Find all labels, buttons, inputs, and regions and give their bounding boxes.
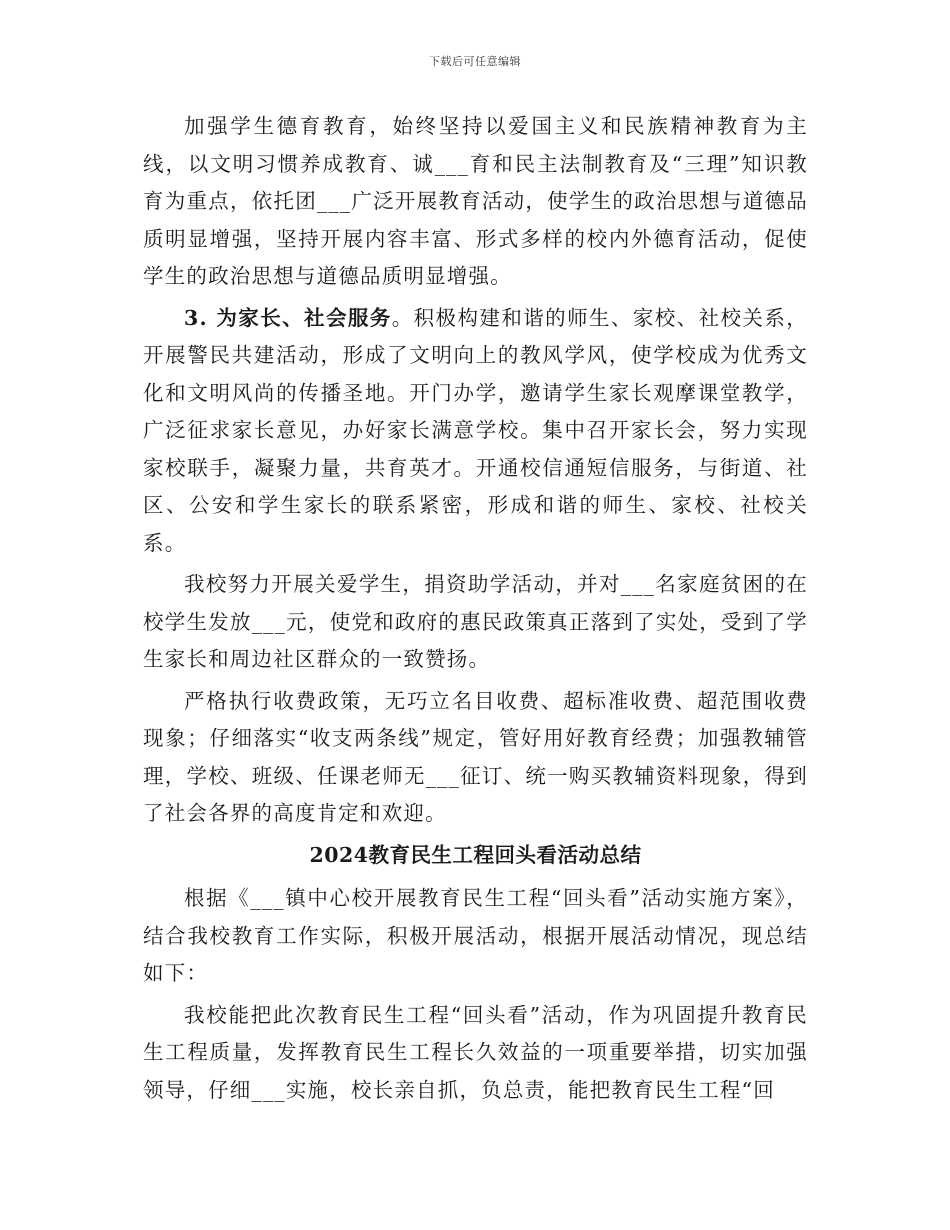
section-heading-parent-service: 3. 为家长、社会服务 xyxy=(184,305,392,330)
paragraph-parent-service-text: 。积极构建和谐的师生、家校、社校关系，开展警民共建活动，形成了文明向上的教风学风，使学校成为优秀文化和文明风尚的传播圣地。开门办学，邀请学生家长观摩课堂教学，广泛征求家长意见，办好家长满意学校。集中召开家长会，努力实现家校联手，凝聚力量，共育英才。开通校信通短信服务，与街道、社区、公安和学生家长的联系紧密，形成和谐的师生、家校、社校关系。 xyxy=(143,305,808,555)
section-title: 2024教育民生工程回头看活动总结 xyxy=(309,842,642,867)
paragraph-parent-service xyxy=(143,300,808,563)
paragraph-moral-education: 加强学生德育教育，始终坚持以爱国主义和民族精神教育为主线，以文明习惯养成教育、诚___育和民主法制教育及“三理”知识教育为重点，依托团___广泛开展教育活动，使学生的政治思想与道德品质明显增强，坚持开展内容丰富、形式多样的校内外德育活动，促使学生的政治思想与道德品质明显增强。 xyxy=(143,114,808,288)
document-body xyxy=(143,108,808,1113)
paragraph-student-aid: 我校努力开展关爱学生，捐资助学活动，并对___名家庭贫困的在校学生发放___元，使党和政府的惠民政策真正落到了实处，受到了学生家长和周边社区群众的一致赞扬。 xyxy=(143,572,808,671)
paragraph-intro: 根据《___镇中心校开展教育民生工程“回头看”活动实施方案》，结合我校教育工作实际，积极开展活动，根据开展活动情况，现总结如下： xyxy=(143,886,808,985)
page-header: 下载后可任意编辑 xyxy=(429,55,521,68)
paragraph-implementation: 我校能把此次教育民生工程“回头看”活动，作为巩固提升教育民生工程质量，发挥教育民生工程长久效益的一项重要举措，切实加强领导，仔细___实施，校长亲自抓，负总责，能把教育民生工程“回 xyxy=(143,1002,808,1102)
paragraph-fee-policy: 严格执行收费政策，无巧立名目收费、超标准收费、超范围收费现象；仔细落实“收支两条线”规定，管好用好教育经费；加强教辅管理，学校、班级、任课老师无___征订、统一购买教辅资料现象，得到了社会各界的高度肯定和欢迎。 xyxy=(143,688,808,825)
